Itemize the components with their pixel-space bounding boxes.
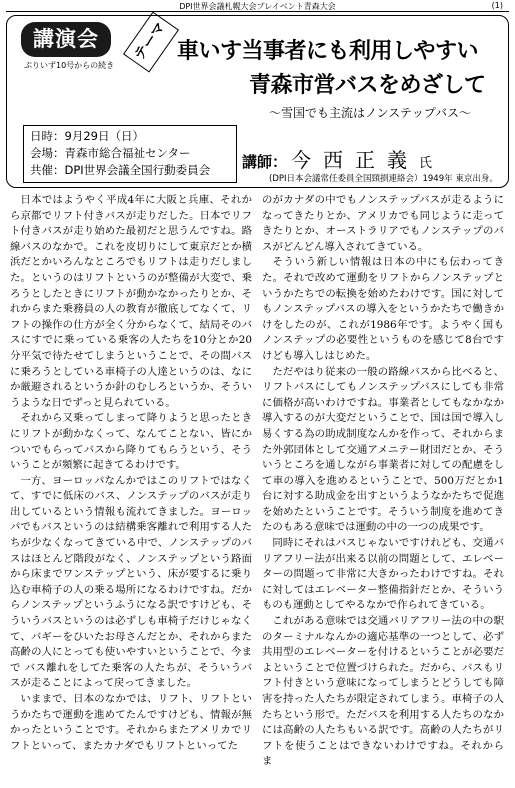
subtitle: ～雪国でも主流はノンステップバス～	[269, 106, 471, 120]
article-paragraph: 同時にそれはバスじゃないですけれども、交通バリアフリー法が出来る以前の問題として、エレベーターの問題って非常に大きかったわけですね。それに対してはエレベーター整備指針だとか、そういうものも運動としてやるなかで作られてきている。	[262, 537, 504, 612]
event-info-box	[23, 125, 237, 183]
main-title-line2: 青森市営バスをめざして	[249, 73, 486, 98]
header-divider	[6, 11, 509, 12]
article-paragraph: そういう新しい情報は日本の中にも伝わってきた。それで改めて運動をリフトからノンステップというかたちでの転換を始めたわけです。国に対してもノンステップバスの導入をというかたちで働きかけをしたのが、これが1986年です。ようやく国もノンステップの必要性というものを感じて8台ですけども導入しはじめた。	[262, 256, 504, 362]
article-paragraph: それから又乗ってしまって降りようと思ったときにリフトが動かなくって、なんてことない、皆にかついでもらってバスから降りてもらうという、そういうことが頻繁に起きてるわけです。	[10, 412, 252, 472]
article-paragraph: いままで、日本のなかでは、リフト、リフトというかたちで運動を進めてたんですけども、情報が無かったということです。それからまたアメリカでリフトといって、またカナダでもリフトといってた	[10, 693, 252, 752]
lecture-badge: 講演会	[21, 22, 111, 57]
speaker-label: 講師：	[242, 153, 288, 171]
lecture-banner	[6, 15, 509, 188]
theme-tag: テーマ	[123, 12, 179, 73]
article-paragraph: 一方、ヨーロッパなんかではこのリフトではなくて、すでに低床のバス、ノンステップのバスが走り出しているという情報も流れてきました。ヨーロッパでもバスというのは結構乗客離れで利用する人たちが少なくなってきている中で、ノンステップのバスはほとんど階段がなく、ノンステップという路面から床までワンステップという、床が要するに乗り込む車椅子の人の乗る場所になるわけですね。だからノンステップというふうになる訳ですけども、そういうバスというのは必ずしも車椅子だけじゃなくて、バギーをひいたお母さんだとか、それからまた高齢の人にとっても使いやすいということで、今まで バス離れをしてた乗客の人たちが、そういうバスが走ることによって戻ってきました。	[10, 474, 252, 690]
newsletter-title: DPI世界会議札幌大会プレイベント青森大会	[179, 2, 336, 11]
article-column-right	[262, 193, 504, 770]
event-cosponsor: 共催：DPI世界会議全国行動委員会	[30, 163, 211, 177]
speaker-honorific: 氏	[419, 156, 433, 171]
event-venue: 会場：青森市総合福祉センター	[30, 146, 191, 160]
continuation-note: ぷりいず10号からの続き	[24, 61, 115, 70]
article-paragraph: 日本ではようやく平成4年に大阪と兵庫、それから京都でリフト付きバスが走りだした。日本でリフト付きバスが走り始めた最初だと思うんですね。路線バスのなかで。これを皮切りにして東京だとか横浜だとかいろんなところでもリフトは走りだしました。というのはリフトというのが整備が大変で、乗ろうとしたときにリフトが動かなかったりとか、それからまた乗務員の人の教育が徹底してなくて、リフトの操作の仕方が全く分からなくて、結局そのバスにすでに乗っている乗客の人たちを10分とか20分平気で待たせてしまうということで、その間バスに乗ろうとしている車椅子の人達というのは、なにか厳避されるというか針のむしろというか、そういうような日でずっと見られている。	[10, 194, 252, 409]
speaker-profile: (DPI日本会議常任委員全国頸損連絡会）1949年 東京出身。	[269, 174, 498, 184]
page-header	[0, 0, 515, 12]
article-paragraph: のがカナダの中でもノンステップバスが走るようになってきたりとか、アメリカでも同じように走ってきたりとか、オーストラリアでもノンステップのバスがどんどん導入されてきている。	[262, 194, 504, 253]
page-number: (1)	[491, 1, 503, 10]
speaker-name: 今西正義	[291, 148, 420, 172]
article-paragraph: ただやはり従来の一般の路線バスから比べると、リフトバスにしてもノンステップバスにしても非常に価格が高いわけですね。事業者としてもなかなか導入するのが大変だということで、国は国で導入し易くする為の助成制度なんかを作って、それからまた外郭団体として交通アメニテー財団だとか、そういうところを通しながら事業者に対しての配慮をして車の導入を進めるということで、500万だとか1台に対する助成金を出すというようなかたちで促進を始めたということです。そういう制度を進めてきたのもある意味では運動の中の一つの成果です。	[262, 365, 504, 534]
article-paragraph: これがある意味では交通バリアフリー法の中の駅のターミナルなんかの適応基準の一つとして、必ず共用型のエレベーターを付けるということが必要だよということで位置づけられた。だから、バスもリフト付きという意味になってしまうとどうしても障害を持った人たちが限定されてしまう。車椅子の人たちという形で。ただバスを利用する人たちのなかには高齢の人たちもいる訳です。高齢の人たちがリフトを使うことはできないわけですね。それから ま	[262, 615, 504, 768]
article-column-left	[10, 193, 252, 754]
event-date: 日時：9月29日（日）	[30, 129, 144, 143]
speaker	[242, 144, 432, 173]
main-title-line1: 車いす当事者にも利用しやすい	[177, 39, 479, 64]
